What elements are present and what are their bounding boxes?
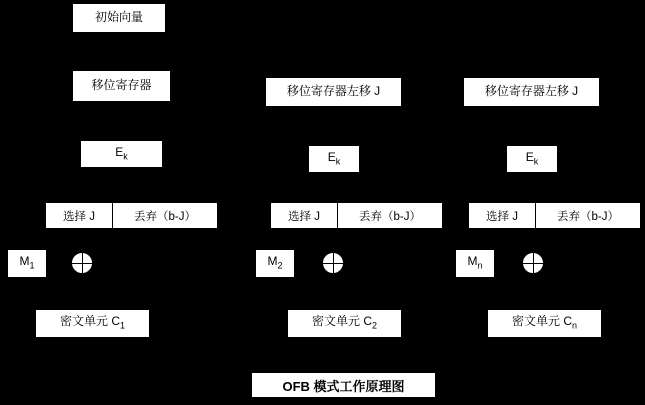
initial-vector-box — [72, 3, 166, 33]
ciphertext-box-1 — [35, 309, 150, 338]
shift-register-label-2: 移位寄存器左移 J — [286, 84, 381, 99]
select-cell-2 — [271, 203, 338, 228]
discard-cell-1 — [113, 203, 217, 228]
select-cell-1 — [46, 203, 113, 228]
plaintext-box-1 — [7, 249, 47, 278]
initial-vector-label: 初始向量 — [94, 10, 143, 25]
shift-register-box-3 — [463, 77, 600, 107]
ciphertext-box-2 — [287, 309, 402, 338]
plaintext-label-1: $M_1$ — [19, 254, 35, 271]
ciphertext-label-3: 密文单元 $C_n$ — [511, 314, 578, 331]
encrypt-label-1: $E_k$ — [115, 144, 128, 162]
diagram-title — [251, 372, 436, 398]
ciphertext-box-3 — [487, 309, 602, 338]
plaintext-subscript-1: 1 — [29, 260, 35, 271]
encrypt-subscript-3: k — [533, 156, 539, 167]
discard-label-2: 丢弃（b-J） — [359, 210, 421, 223]
plaintext-label-3: $M_n$ — [467, 254, 483, 271]
select-label-2: 选择 J — [288, 210, 320, 223]
plaintext-box-2 — [255, 249, 295, 278]
select-discard-box-3 — [468, 202, 641, 229]
ciphertext-label-1: 密文单元 $C_1$ — [59, 314, 126, 331]
discard-cell-2 — [338, 203, 442, 228]
discard-label-3: 丢弃（b-J） — [557, 210, 619, 223]
ciphertext-subscript-2: 2 — [372, 320, 378, 331]
diagram-title-label: OFB 模式工作原理图 — [282, 378, 405, 394]
encrypt-label-3: $E_k$ — [525, 149, 539, 167]
plaintext-subscript-3: n — [477, 260, 483, 271]
ciphertext-label-2: 密文单元 $C_2$ — [311, 314, 378, 331]
select-label-3: 选择 J — [486, 210, 518, 223]
select-discard-box-2 — [270, 202, 443, 229]
encrypt-box-3 — [506, 145, 558, 173]
discard-cell-3 — [536, 203, 640, 228]
select-label-1: 选择 J — [63, 210, 95, 223]
xor-icon-3 — [522, 252, 544, 274]
plaintext-subscript-2: 2 — [277, 260, 283, 271]
shift-register-box-2 — [265, 77, 402, 107]
xor-icon-1 — [71, 252, 93, 274]
select-cell-3 — [469, 203, 536, 228]
encrypt-subscript-2: k — [335, 156, 341, 167]
plaintext-label-2: $M_2$ — [267, 254, 283, 271]
encrypt-label-2: $E_k$ — [327, 149, 341, 167]
encrypt-subscript-1: k — [123, 151, 128, 162]
ciphertext-subscript-3: n — [572, 320, 578, 331]
shift-register-label-3: 移位寄存器左移 J — [484, 84, 579, 99]
encrypt-box-1 — [80, 140, 163, 168]
ciphertext-subscript-1: 1 — [120, 320, 126, 331]
discard-label-1: 丢弃（b-J） — [134, 210, 196, 223]
shift-register-box-1 — [72, 70, 171, 102]
shift-register-label-1: 移位寄存器 — [91, 78, 152, 93]
select-discard-box-1 — [45, 202, 218, 229]
plaintext-box-3 — [455, 249, 495, 278]
encrypt-box-2 — [308, 145, 360, 173]
xor-icon-2 — [322, 252, 344, 274]
